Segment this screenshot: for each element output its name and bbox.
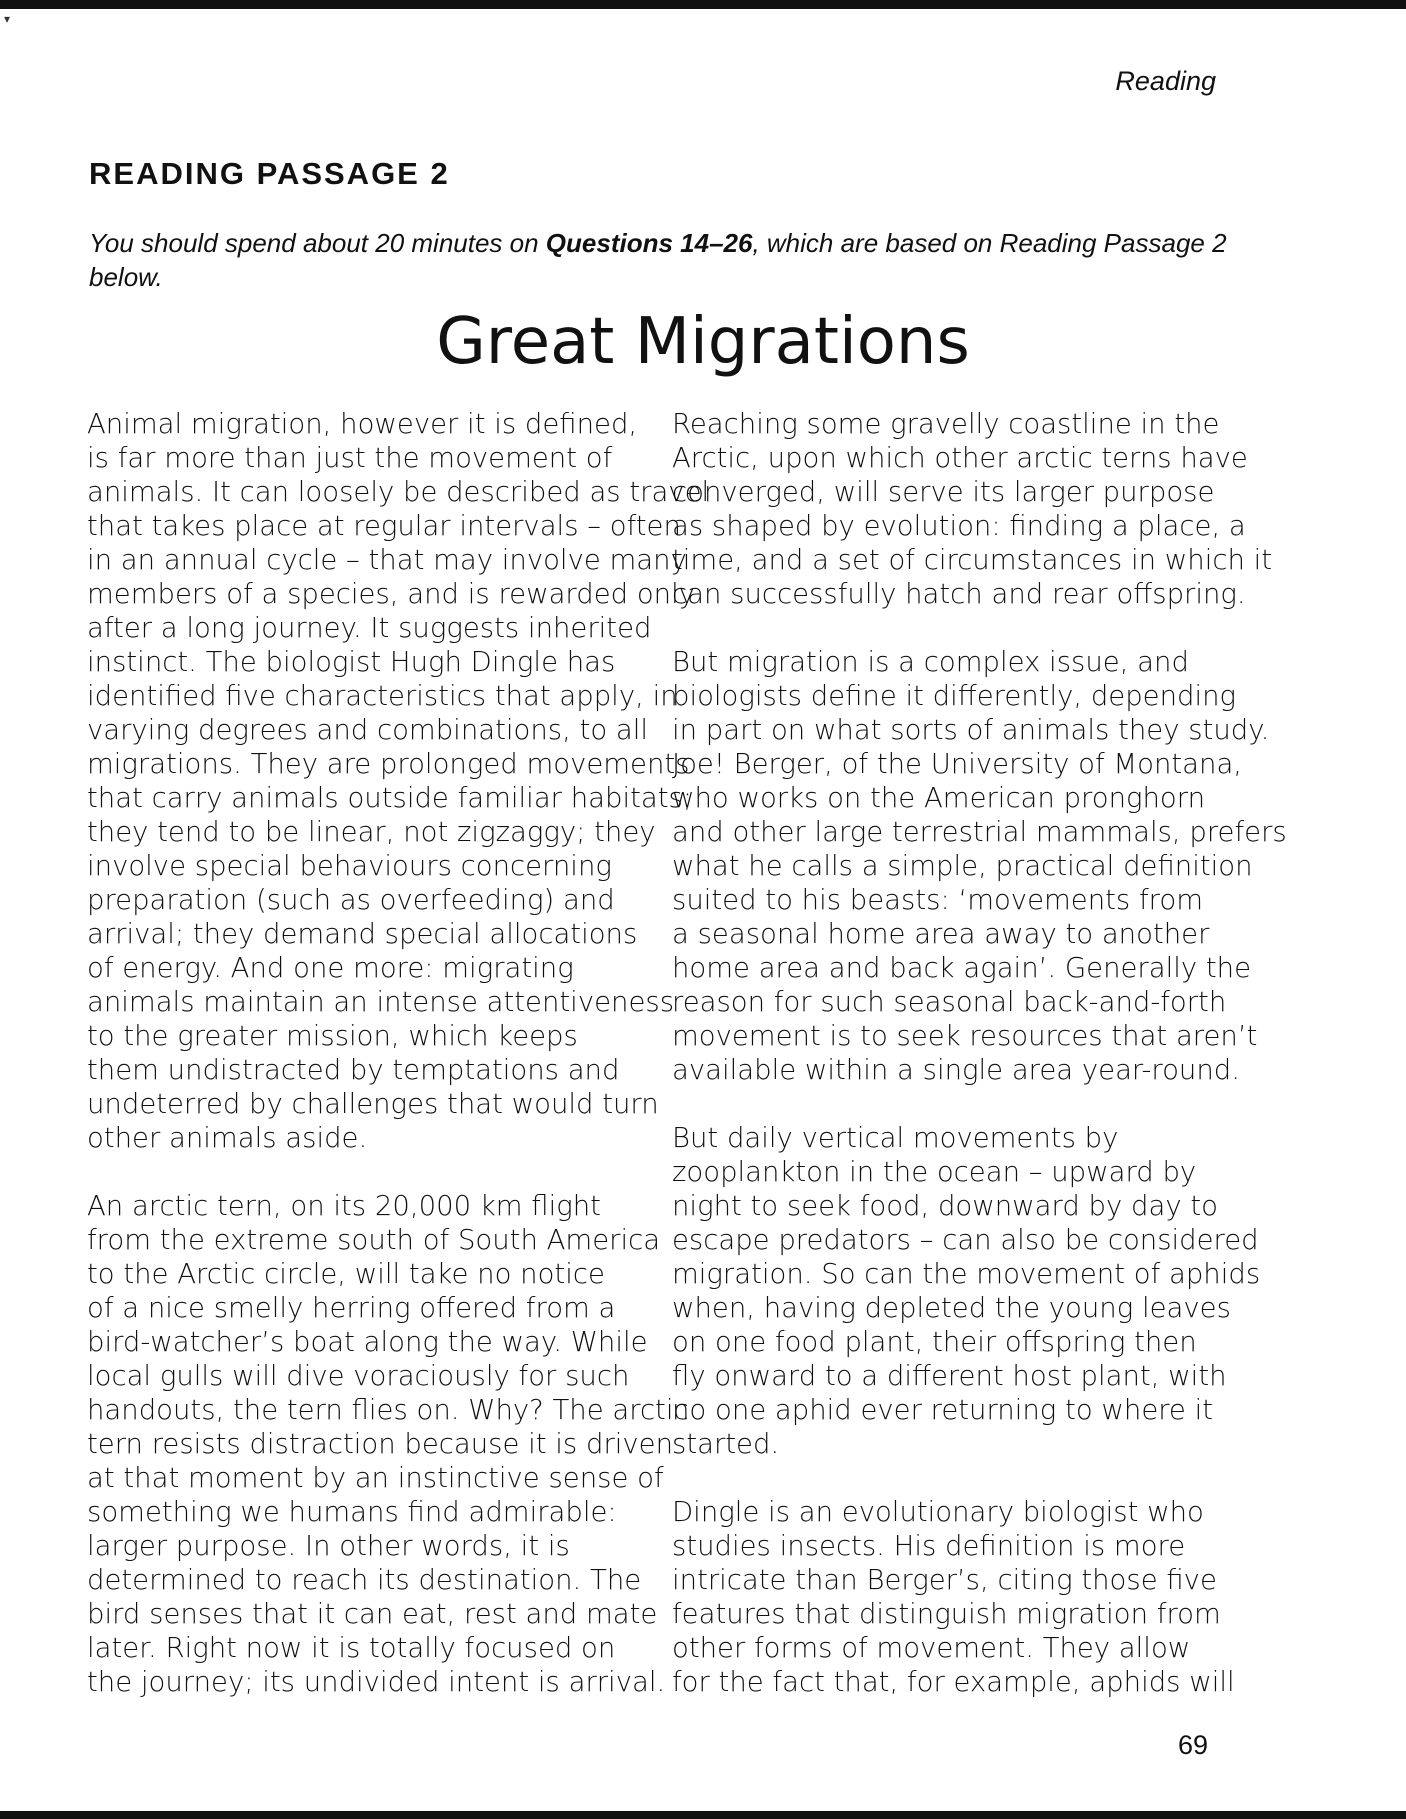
text-line: the journey; its undivided intent is arrival. [87,1666,666,1698]
paragraph [672,407,1273,611]
text-line: who works on the American pronghorn [672,782,1206,814]
text-line: studies insects. His definition is more [672,1530,1186,1562]
text-line: animals maintain an intense attentiveness [87,986,675,1018]
text-line: identified five characteristics that apply, in [87,680,678,712]
left-column [87,407,710,1733]
text-line: can successfully hatch and rear offspring. [672,578,1246,610]
text-line: zooplankton in the ocean – upward by [672,1156,1197,1188]
text-line: biologists define it differently, depending [672,680,1237,712]
text-line: animals. It can loosely be described as travel [87,476,710,508]
text-line: Joe! Berger, of the University of Montana, [672,748,1243,780]
passage-label: READING PASSAGE 2 [89,156,450,191]
text-line: movement is to seek resources that aren’t [672,1020,1258,1052]
text-line: intricate than Berger’s, citing those five [672,1564,1217,1596]
text-line: to the Arctic circle, will take no notice [87,1258,605,1290]
text-line: handouts, the tern flies on. Why? The arctic [87,1394,689,1426]
text-line: arrival; they demand special allocations [87,918,638,950]
article-title: Great Migrations [436,305,970,379]
text-line: varying degrees and combinations, to all [87,714,649,746]
text-line: local gulls will dive voraciously for such [87,1360,630,1392]
page-number: 69 [1177,1730,1208,1760]
text-line: bird senses that it can eat, rest and mate [87,1598,658,1630]
text-line: bird-watcher’s boat along the way. While [87,1326,648,1358]
corner-mark: ▾ [4,12,11,26]
text-line: later. Right now it is totally focused on [87,1632,616,1664]
text-line: other animals aside. [87,1122,368,1154]
text-line: is far more than just the movement of [87,442,613,474]
text-line: that carry animals outside familiar habitats; [87,782,693,814]
text-line: features that distinguish migration from [672,1598,1221,1630]
text-line: involve special behaviours concerning [87,850,612,882]
text-line: undeterred by challenges that would turn [87,1088,659,1120]
text-line: a seasonal home area away to another [672,918,1210,950]
text-line: But daily vertical movements by [672,1122,1119,1154]
text-line: tern resists distraction because it is driven [87,1428,674,1460]
paragraph [87,407,710,1155]
paragraph [87,1189,689,1699]
text-line: home area and back again’. Generally the [672,952,1252,984]
text-line: An arctic tern, on its 20,000 km flight [87,1190,601,1222]
paragraph [672,1121,1261,1461]
text-line: something we humans find admirable: [87,1496,617,1528]
text-line: from the extreme south of South America [87,1224,661,1256]
text-line: for the fact that, for example, aphids will [672,1666,1235,1698]
text-line: But migration is a complex issue, and [672,646,1189,678]
text-line: to the greater mission, which keeps [87,1020,578,1052]
instruction [89,226,1229,294]
text-line: larger purpose. In other words, it is [87,1530,570,1562]
text-line: no one aphid ever returning to where it [672,1394,1214,1426]
text-line: in part on what sorts of animals they study. [672,714,1270,746]
bottom-border [0,1811,1406,1819]
right-column [672,407,1287,1733]
text-line: suited to his beasts: ‘movements from [672,884,1203,916]
text-line: Dingle is an evolutionary biologist who [672,1496,1204,1528]
text-line: when, having depleted the young leaves [672,1292,1231,1324]
text-line: at that moment by an instinctive sense of [87,1462,664,1494]
top-border [0,0,1406,9]
text-line: escape predators – can also be considered [672,1224,1259,1256]
text-line: on one food plant, their offspring then [672,1326,1197,1358]
text-line: them undistracted by temptations and [87,1054,620,1086]
instruction-after: , which are based on Reading Passage 2 below. [89,228,1227,292]
text-line: after a long journey. It suggests inherited [87,612,652,644]
text-line: of energy. And one more: migrating [87,952,574,984]
text-line: Arctic, upon which other arctic terns have [672,442,1248,474]
text-line: determined to reach its destination. The [87,1564,642,1596]
text-line: members of a species, and is rewarded only [87,578,695,610]
instruction-questions: Questions 14–26 [545,228,753,258]
text-line: preparation (such as overfeeding) and [87,884,615,916]
text-line: night to seek food, downward by day to [672,1190,1218,1222]
text-line: Animal migration, however it is defined, [87,408,638,440]
text-line: they tend to be linear, not zigzaggy; they [87,816,656,848]
text-line: as shaped by evolution: finding a place, a [672,510,1246,542]
text-line: that takes place at regular intervals – often [87,510,681,542]
paragraph [672,645,1287,1087]
text-line: in an annual cycle – that may involve many [87,544,687,576]
text-line: fly onward to a different host plant, with [672,1360,1227,1392]
text-line: and other large terrestrial mammals, prefers [672,816,1287,848]
text-line: other forms of movement. They allow [672,1632,1191,1664]
text-line: instinct. The biologist Hugh Dingle has [87,646,616,678]
text-line: reason for such seasonal back-and-forth [672,986,1227,1018]
text-line: time, and a set of circumstances in which it [672,544,1273,576]
text-line: converged, will serve its larger purpose [672,476,1215,508]
text-line: of a nice smelly herring offered from a [87,1292,616,1324]
running-head: Reading [1115,66,1216,96]
text-line: started. [672,1428,780,1460]
instruction-before: You should spend about 20 minutes on [89,228,546,258]
text-line: Reaching some gravelly coastline in the [672,408,1220,440]
text-line: what he calls a simple, practical definition [672,850,1253,882]
text-line: migrations. They are prolonged movements [87,748,690,780]
text-line: available within a single area year-round. [672,1054,1240,1086]
text-line: migration. So can the movement of aphids [672,1258,1261,1290]
paragraph [672,1495,1235,1699]
